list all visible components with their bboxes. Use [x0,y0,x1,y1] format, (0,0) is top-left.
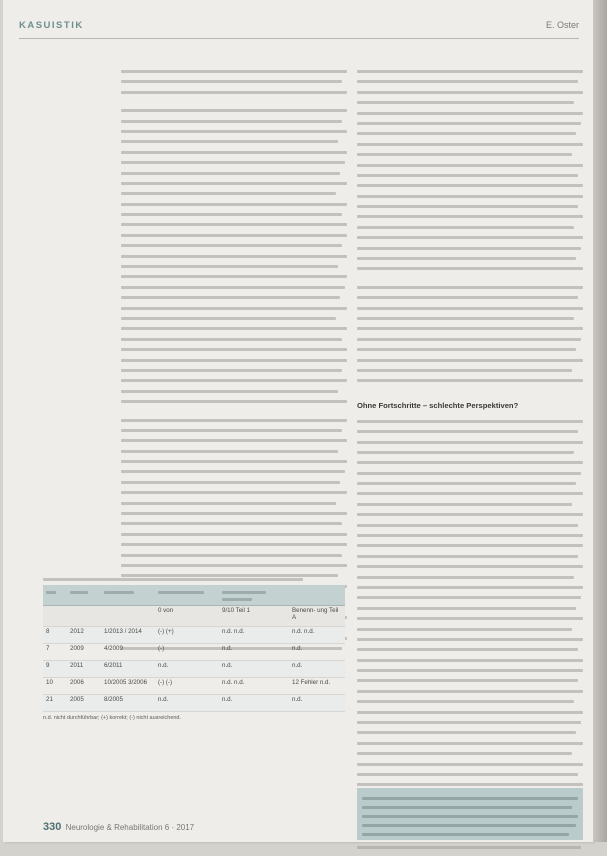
text-line [121,379,347,382]
text-line [121,192,336,195]
text-line [121,564,347,567]
table-cell: 10/2005 3/2006 [101,678,155,695]
table-header-cell [101,585,155,606]
text-line [357,534,583,537]
text-line [121,317,336,320]
table-cell: Benenn- ung Teil A [289,606,345,627]
section-subheading: Ohne Fortschritte – schlechte Perspektiven? [357,400,519,410]
text-line [357,596,581,599]
text-line [357,773,578,776]
text-line [357,80,578,83]
text-line [357,236,583,239]
text-line [357,195,583,198]
text-line [121,348,347,351]
text-line [121,223,347,226]
text-line [357,659,583,662]
text-line [357,742,583,745]
table-header-cell [155,585,219,606]
results-table [43,585,345,712]
table-cell: 2006 [67,678,101,695]
text-line [357,503,572,506]
table-cell: n.d. n.d. [289,627,345,644]
table-cell: 8/2005 [101,695,155,712]
text-line [121,481,340,484]
table-row [43,627,345,644]
table-cell: 9/10 Teil 1 [219,606,289,627]
text-line [121,70,347,73]
table-cell: 10 [43,678,67,695]
table-cell: n.d. [219,695,289,712]
running-header-author: E. Oster [545,20,579,30]
text-line [357,690,583,693]
text-line [357,143,583,146]
text-line [121,213,342,216]
text-line [121,130,347,133]
text-line [121,327,347,330]
text-line [357,638,583,641]
text-line [121,533,347,536]
text-line [357,348,576,351]
text-line [121,275,347,278]
text-line [357,721,581,724]
table-cell: 8 [43,627,67,644]
table-cell: 21 [43,695,67,712]
table-cell [101,606,155,627]
table-cell: 4/2009 [101,644,155,661]
text-line [121,109,347,112]
table-cell: n.d. [155,661,219,678]
table-row [43,678,345,695]
text-line [121,182,347,185]
page-number: 330 [43,821,62,833]
text-line [357,441,583,444]
table-header-line [222,591,266,594]
text-line [357,752,572,755]
page-footer [43,821,194,833]
text-line [357,513,583,516]
table-cell: 12 Fehler n.d. [289,678,345,695]
table-cell: n.d. [219,661,289,678]
text-line [357,359,583,362]
table-header-cell [67,585,101,606]
text-line [121,400,347,403]
table-header-line [222,598,252,601]
table-cell: (-) [155,644,219,661]
text-line [121,140,338,143]
text-line [357,153,572,156]
text-line [362,824,576,827]
table-row [43,644,345,661]
text-line [357,247,581,250]
table-cell [67,606,101,627]
text-line [357,617,583,620]
table-header-line [46,591,56,594]
text-line [121,419,347,422]
text-line [357,379,583,382]
table-cell: n.d. [155,695,219,712]
table-header-cell [219,585,289,606]
text-line [121,470,345,473]
text-line [121,161,345,164]
body-column-left [121,70,347,657]
text-line [121,491,347,494]
text-line [357,184,583,187]
table-cell: (-) (-) [155,678,219,695]
table-cell [43,606,67,627]
text-line [121,359,347,362]
table-cell: 1/2013 / 2014 [101,627,155,644]
text-line [121,369,342,372]
text-line [357,586,583,589]
table-cell: 2011 [67,661,101,678]
table-cell: 7 [43,644,67,661]
text-line [357,327,583,330]
text-line [357,122,581,125]
text-line [357,451,574,454]
text-line [121,522,342,525]
text-line [357,472,581,475]
text-line [357,369,572,372]
text-line [121,234,347,237]
section-label: KASUISTIK [19,20,84,31]
text-line [362,806,572,809]
text-line [357,338,581,341]
text-line [357,420,583,423]
text-line [357,70,583,73]
text-line [357,731,576,734]
table-body [43,606,345,712]
table-cell: 0 von [155,606,219,627]
text-line [357,91,583,94]
table-header-line [104,591,134,594]
text-line [357,565,583,568]
text-line [357,112,583,115]
table-cell: 6/2011 [101,661,155,678]
text-line [357,846,581,849]
text-line [357,544,583,547]
table-header-cell [43,585,67,606]
table-cell: n.d. [289,644,345,661]
text-line [121,244,342,247]
text-line [357,226,574,229]
text-line [121,286,345,289]
text-line [121,307,347,310]
text-line [357,711,583,714]
journal-page [3,0,593,842]
table-header-line [158,591,204,594]
table-cell: n.d. [289,695,345,712]
text-line [357,101,574,104]
text-line [357,763,583,766]
results-table-block [43,578,345,722]
text-line [121,429,342,432]
text-line [357,296,578,299]
text-line [357,700,574,703]
table-row [43,695,345,712]
text-line [121,203,347,206]
table-footnote: n.d. nicht durchführbar; (+) korrekt; (-) nicht ausreichend. [43,715,182,721]
text-line [357,205,578,208]
text-line [357,307,583,310]
table-cell: 2012 [67,627,101,644]
journal-name: Neurologie & Rehabilitation 6 · 2017 [65,823,195,832]
table-cell: n.d. [289,661,345,678]
text-line [121,91,347,94]
text-line [357,164,583,167]
running-header [19,18,579,39]
text-line [121,255,347,258]
table-cell: (-) (+) [155,627,219,644]
text-line [357,648,578,651]
page-edge-shadow [593,0,607,842]
text-line [121,338,342,341]
text-line [357,257,576,260]
text-line [121,390,338,393]
text-line [362,797,578,800]
text-line [357,286,583,289]
text-line [121,151,347,154]
text-line [121,450,338,453]
table-cell: n.d. n.d. [219,678,289,695]
body-column-right [357,70,583,856]
text-line [357,679,578,682]
text-line [357,607,576,610]
text-line [121,502,336,505]
text-line [121,120,342,123]
text-line [357,215,583,218]
table-cell: 2009 [67,644,101,661]
text-line [121,574,338,577]
text-line [121,172,340,175]
table-header-cell [289,585,345,606]
text-line [121,80,342,83]
text-line [362,833,569,836]
text-line [121,439,347,442]
table-caption [43,578,345,581]
text-line [357,628,572,631]
text-line [121,296,340,299]
table-cell: 9 [43,661,67,678]
table-cell: 2005 [67,695,101,712]
text-line [121,512,347,515]
text-line [357,430,578,433]
text-line [357,461,583,464]
text-line [357,174,578,177]
text-line [121,554,342,557]
text-line [357,317,574,320]
table-header-row [43,585,345,606]
text-line [362,815,578,818]
table-cell: n.d. n.d. [219,627,289,644]
info-box [357,788,583,840]
text-line [357,524,578,527]
text-line [121,265,338,268]
text-line [357,492,583,495]
table-subheader-row [43,606,345,627]
text-line [357,669,583,672]
text-line [357,783,583,786]
text-line [357,576,574,579]
text-line [357,482,576,485]
text-line [121,543,347,546]
text-line [357,555,578,558]
table-header-line [70,591,88,594]
table-caption-line [43,578,303,581]
text-line [357,267,583,270]
table-cell: n.d. [219,644,289,661]
text-line [121,460,347,463]
table-row [43,661,345,678]
text-line [357,132,576,135]
